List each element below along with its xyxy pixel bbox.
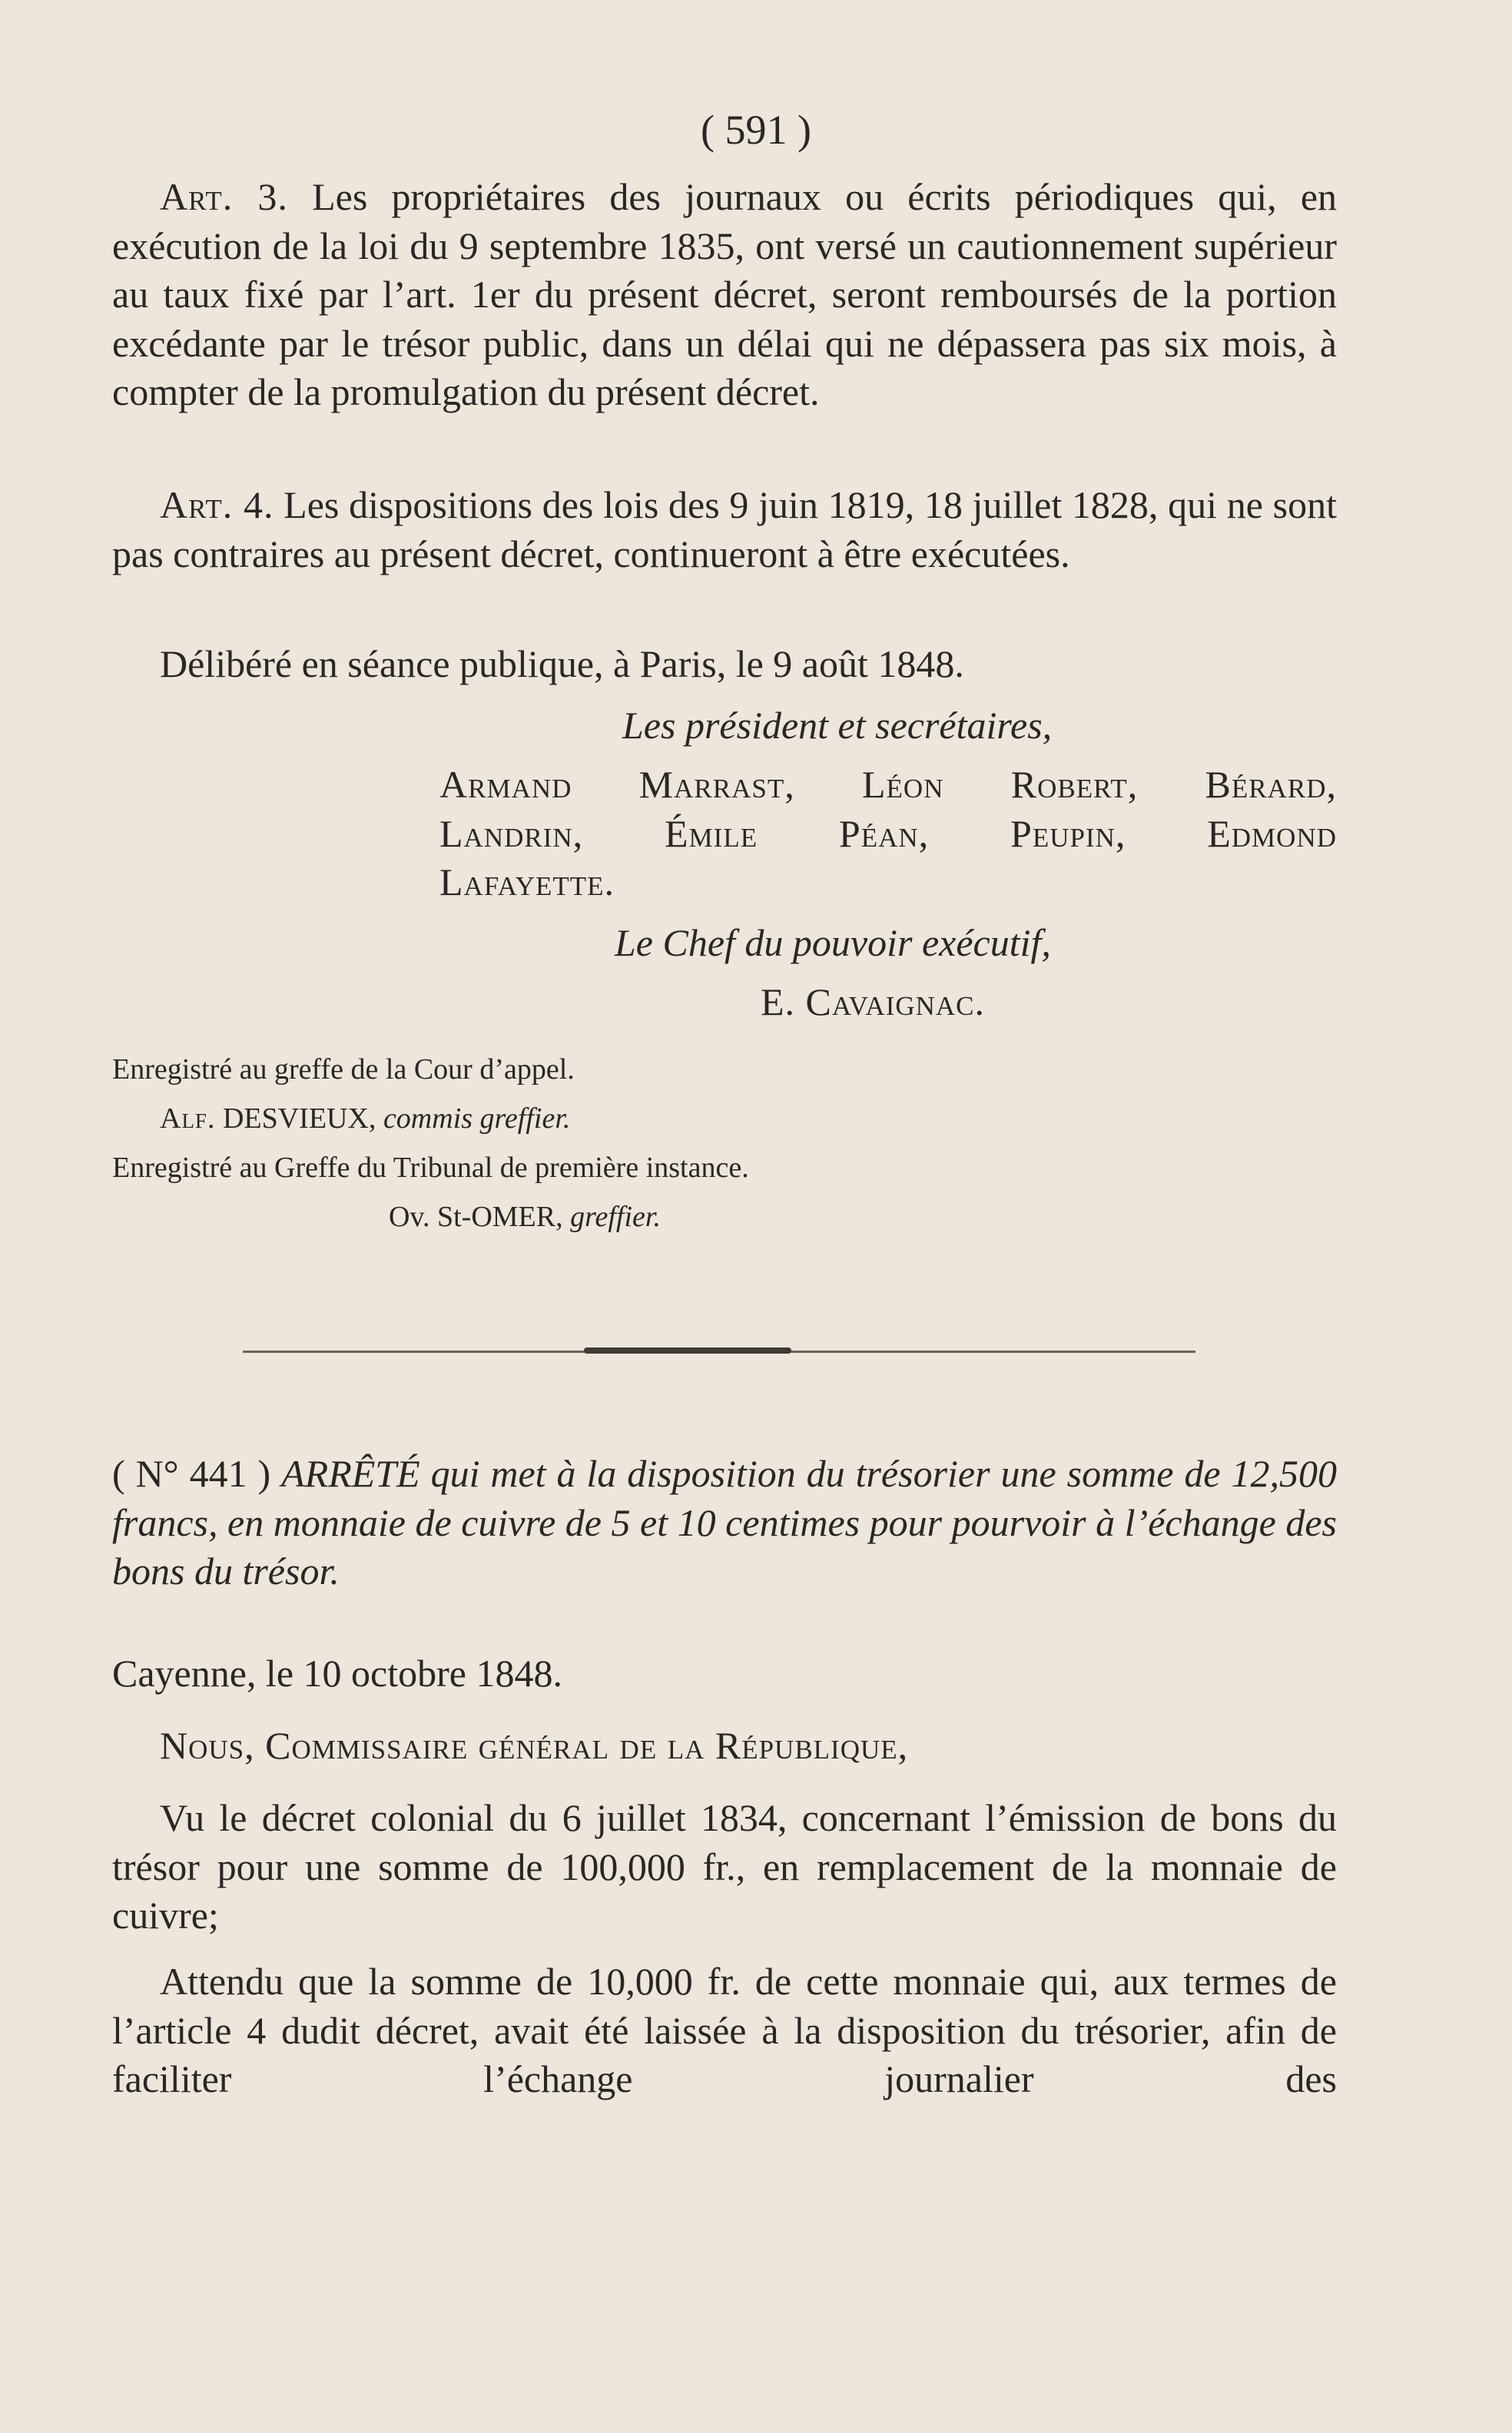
signatories-line-1: Armand Marrast, Léon Robert, Bérard, [439, 763, 1337, 806]
registration-court-prefix: Alf. [160, 1102, 216, 1135]
chef-heading-text: Le Chef du pouvoir exécutif, [615, 921, 1051, 964]
place-date-text: Cayenne, le 10 octobre 1848. [112, 1652, 562, 1695]
article-3-paragraph [112, 173, 1337, 417]
registration-court-signature [112, 1094, 1337, 1143]
chef-name: E. Cavaignac. [761, 980, 986, 1023]
registration-tribunal-signature [112, 1192, 1337, 1241]
article-4-text: Les dispositions des lois des 9 juin 1819, 18 juillet 1828, qui ne sont pas contraires au présent décret, continueront à être exécutées. [112, 483, 1338, 575]
deliberation-text: Délibéré en séance publique, à Paris, le 9 août 1848. [160, 642, 964, 685]
arrete-heading-paragraph [112, 1450, 1337, 1596]
secretaries-heading-text: Les président et secrétaires, [622, 704, 1053, 747]
article-3 [112, 173, 1337, 417]
chef-heading [615, 919, 1306, 968]
article-4 [112, 481, 1337, 578]
article-3-text: Les propriétaires des journaux ou écrits périodiques qui, en exécution de la loi du 9 septembre 1835, ont versé un cautionnement supérieur au taux fixé par l’art. 1er du présent décret, seront remboursés de la portion excédante par le trésor public, dans un délai qui ne dépassera pas six mois, à compter de la promulgation du présent décret. [112, 175, 1338, 413]
signatories-line-3: Lafayette. [439, 860, 615, 903]
article-4-label: Art. 4. [160, 483, 274, 526]
registration-tribunal-text: Enregistré au Greffe du Tribunal de première instance. [112, 1152, 749, 1184]
article-4-paragraph [112, 481, 1337, 578]
registration-court-name: DESVIEUX, [222, 1102, 376, 1135]
arrete-heading [112, 1450, 1337, 1596]
attendu-text: Attendu que la somme de 10,000 fr. de cette monnaie qui, aux termes de l’article 4 dudit décret, avait été laissée à la disposition du trésorier, afin de faciliter l’échange journalier des [112, 1960, 1337, 2100]
place-date [112, 1649, 1337, 1699]
chef-signature [761, 978, 1298, 1027]
secretaries-heading [622, 701, 1314, 751]
arrete-title: ARRÊTÉ qui met à la disposition du trésorier une somme de 12,500 francs, en monnaie de cuivre de 5 et 10 centimes pour pourvoir à l’échange des bons du trésor. [112, 1452, 1338, 1593]
page-number: ( 591 ) [701, 107, 811, 153]
registration-court [112, 1045, 1337, 1241]
registration-tribunal-role: greffier. [570, 1201, 661, 1233]
section-divider-ornament [584, 1347, 791, 1354]
deliberation [112, 640, 1337, 689]
registration-tribunal-name: Ov. St-OMER, [389, 1201, 563, 1233]
article-3-label: Art. 3. [160, 175, 288, 218]
signatories-line-2: Landrin, Émile Péan, Peupin, Edmond [439, 811, 1337, 855]
commissaire [112, 1722, 1337, 1771]
arrete-number: ( N° 441 ) [112, 1452, 271, 1495]
attendu-paragraph [112, 1957, 1337, 2104]
vu-paragraph [112, 1794, 1337, 1941]
registration-court-text: Enregistré au greffe de la Cour d’appel. [112, 1053, 575, 1086]
vu-text: Vu le décret colonial du 6 juillet 1834, concernant l’émission de bons du trésor pour une somme de 100,000 fr., en remplacement de la monnaie de cuivre; [112, 1796, 1337, 1937]
signatories [439, 761, 1337, 907]
commissaire-text: Nous, Commissaire général de la République, [160, 1724, 909, 1767]
registration-court-role: commis greffier. [383, 1102, 571, 1135]
